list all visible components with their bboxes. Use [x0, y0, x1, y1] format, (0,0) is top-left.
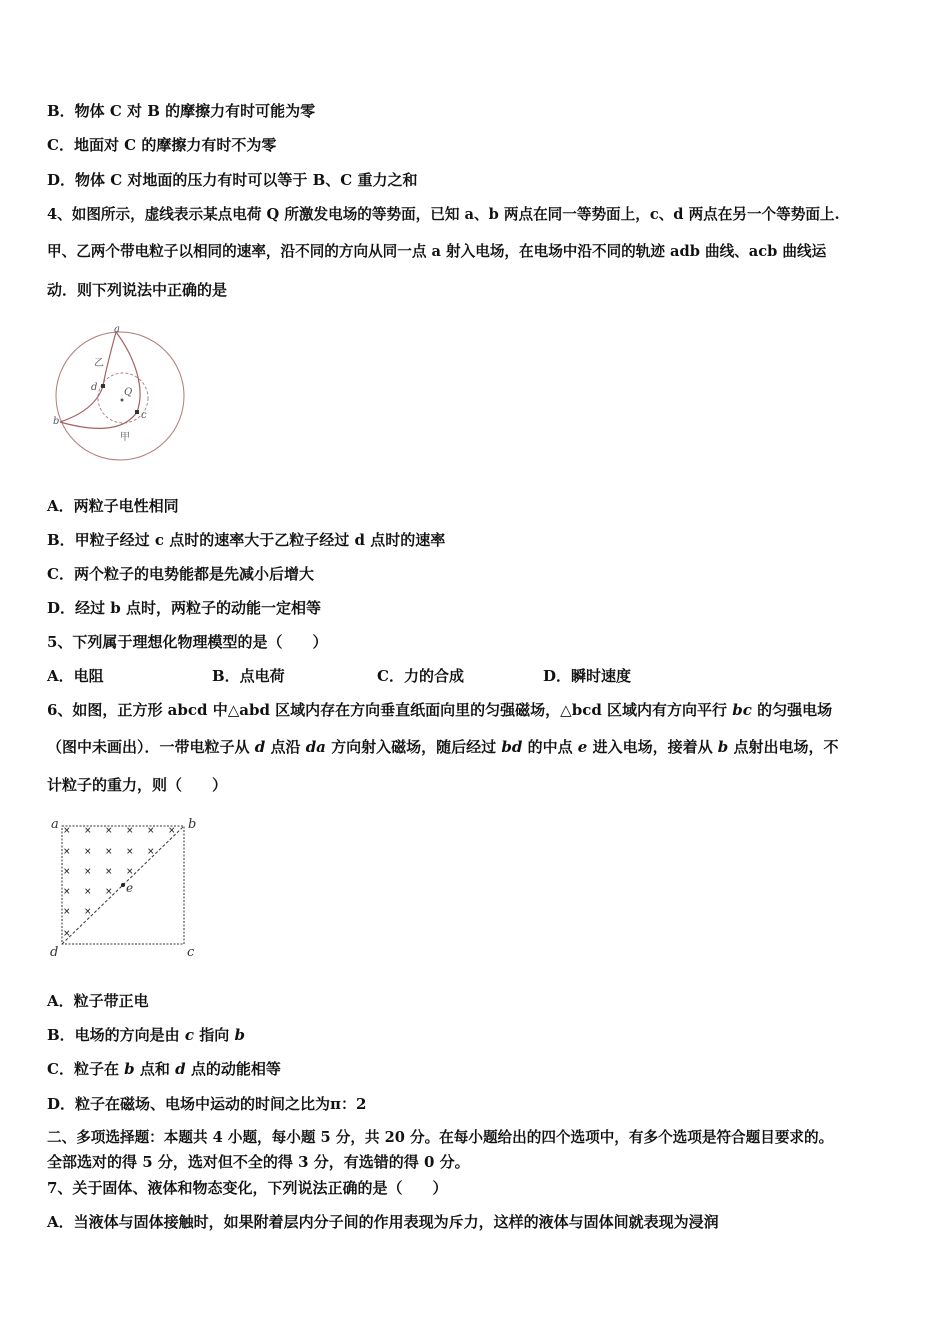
q6-var-e: e	[577, 738, 588, 756]
q6-text-2f: 点射出电场，不	[728, 738, 839, 756]
q6-point-e	[121, 883, 125, 887]
q6-optc-text-2: 点和	[134, 1060, 176, 1078]
q4-label-yi: 乙	[94, 358, 104, 369]
q4-label-q: Q	[124, 387, 133, 398]
q4-stem-line1: 4、如图所示，虚线表示某点电荷 Q 所激发电场的等势面，已知 a、b 两点在同一等势面上，c、d 两点在另一个等势面上.	[47, 206, 840, 223]
q6-label-e: e	[126, 881, 134, 895]
q7-option-a: A．当液体与固体接触时，如果附着层内分子间的作用表现为斥力，这样的液体与固体间就表现为浸润	[47, 1213, 719, 1231]
q6-option-b	[47, 1025, 245, 1045]
q4-stem-line3: 动．则下列说法中正确的是	[47, 281, 228, 299]
q6-stem-line3: 计粒子的重力，则（ ）	[47, 776, 228, 794]
svg-text:×: ×	[63, 887, 71, 897]
q6-var-bd: bd	[501, 738, 523, 756]
svg-text:×: ×	[168, 826, 176, 836]
q6-optb-var-b: b	[234, 1026, 245, 1044]
q6-optb-text-1: B．电场的方向是由	[47, 1026, 185, 1044]
q3-option-b: B．物体 C 对 B 的摩擦力有时可能为零	[47, 102, 316, 120]
q4-label-c: c	[141, 410, 147, 421]
svg-text:×: ×	[84, 907, 92, 917]
q6-text-2e: 进入电场，接着从	[587, 738, 718, 756]
q6-optc-text-3: 点的动能相等	[185, 1060, 281, 1078]
q6-text-2b: 点沿	[265, 738, 306, 756]
q4-option-b: B．甲粒子经过 c 点时的速率大于乙粒子经过 d 点时的速率	[47, 531, 446, 549]
q4-point-d	[101, 384, 105, 388]
svg-text:×: ×	[105, 867, 113, 877]
section2-instructions-line2: 全部选对的得 5 分，选对但不全的得 3 分，有选错的得 0 分。	[47, 1153, 470, 1171]
svg-text:×: ×	[126, 847, 134, 857]
svg-text:×: ×	[63, 826, 71, 836]
svg-text:×: ×	[147, 826, 155, 836]
q6-option-a: A．粒子带正电	[47, 992, 149, 1010]
q6-var-d: d	[254, 738, 266, 756]
q6-label-c: c	[187, 945, 195, 960]
svg-text:×: ×	[105, 847, 113, 857]
q6-option-d: D．粒子在磁场、电场中运动的时间之比为π：2	[47, 1095, 367, 1113]
q5-option-c: C．力的合成	[377, 667, 464, 685]
q4-point-c	[135, 410, 139, 414]
q4-trajectory-adb	[60, 332, 116, 422]
q6-label-d: d	[50, 945, 59, 960]
svg-text:×: ×	[84, 847, 92, 857]
q4-label-a: a	[114, 324, 120, 335]
q6-optc-var-d: d	[175, 1060, 186, 1078]
q6-optb-var-c: c	[184, 1026, 195, 1044]
q6-option-c	[47, 1059, 281, 1079]
q4-option-a: A．两粒子电性相同	[47, 497, 179, 515]
svg-text:×: ×	[84, 887, 92, 897]
q3-option-c: C．地面对 C 的摩擦力有时不为零	[47, 136, 277, 154]
q6-stem-line1	[47, 700, 832, 720]
svg-text:×: ×	[84, 826, 92, 836]
svg-text:×: ×	[84, 867, 92, 877]
q5-stem: 5、下列属于理想化物理模型的是（ ）	[47, 633, 328, 651]
q4-trajectory-acb	[60, 332, 140, 428]
q3-option-d: D．物体 C 对地面的压力有时可以等于 B、C 重力之和	[47, 171, 418, 189]
q5-option-b: B．点电荷	[212, 667, 285, 685]
section2-instructions-line1: 二、多项选择题：本题共 4 小题，每小题 5 分，共 20 分。在每小题给出的四个选项中，有多个选项是符合题目要求的。	[47, 1129, 834, 1146]
q6-optc-text-1: C．粒子在	[47, 1060, 125, 1078]
svg-text:×: ×	[63, 907, 71, 917]
svg-text:×: ×	[126, 867, 134, 877]
q6-text-1b: 的匀强电场	[751, 701, 833, 719]
q4-label-jia: 甲	[120, 432, 130, 443]
q6-magnetic-field-crosses	[63, 826, 176, 939]
q6-figure	[44, 812, 204, 962]
q6-text-1a: 6、如图，正方形 abcd 中△abd 区域内存在方向垂直纸面向里的匀强磁场，△bcd 区域内有方向平行	[47, 701, 733, 719]
q6-label-b: b	[188, 817, 197, 832]
q6-optc-var-b: b	[124, 1060, 135, 1078]
q5-option-a: A．电阻	[47, 667, 104, 685]
svg-text:×: ×	[63, 847, 71, 857]
svg-text:×: ×	[63, 867, 71, 877]
q6-var-bc: bc	[732, 701, 752, 719]
q4-label-b: b	[53, 416, 60, 427]
svg-text:×: ×	[63, 929, 71, 939]
q4-point-q	[121, 399, 124, 402]
q6-var-da: da	[305, 738, 326, 756]
q6-text-2d: 的中点	[522, 738, 578, 756]
q6-label-a: a	[51, 817, 59, 832]
svg-text:×: ×	[105, 826, 113, 836]
svg-text:×: ×	[126, 826, 134, 836]
svg-text:×: ×	[147, 847, 155, 857]
q6-var-b: b	[717, 738, 729, 756]
q6-stem-line2	[47, 737, 839, 757]
q4-figure	[50, 322, 190, 467]
q5-option-d: D．瞬时速度	[543, 667, 632, 685]
q6-text-2c: 方向射入磁场，随后经过	[325, 738, 502, 756]
q4-option-d: D．经过 b 点时，两粒子的动能一定相等	[47, 599, 321, 617]
q4-stem-line2: 甲、乙两个带电粒子以相同的速率，沿不同的方向从同一点 a 射入电场，在电场中沿不同的轨迹 adb 曲线、acb 曲线运	[47, 243, 827, 260]
q4-option-c: C．两个粒子的电势能都是先减小后增大	[47, 565, 314, 583]
svg-text:×: ×	[105, 887, 113, 897]
q6-optb-text-2: 指向	[194, 1026, 235, 1044]
q6-text-2a: （图中未画出）．一带电粒子从	[47, 738, 255, 756]
q4-label-d: d	[91, 382, 98, 393]
q7-stem: 7、关于固体、液体和物态变化，下列说法正确的是（ ）	[47, 1179, 448, 1197]
